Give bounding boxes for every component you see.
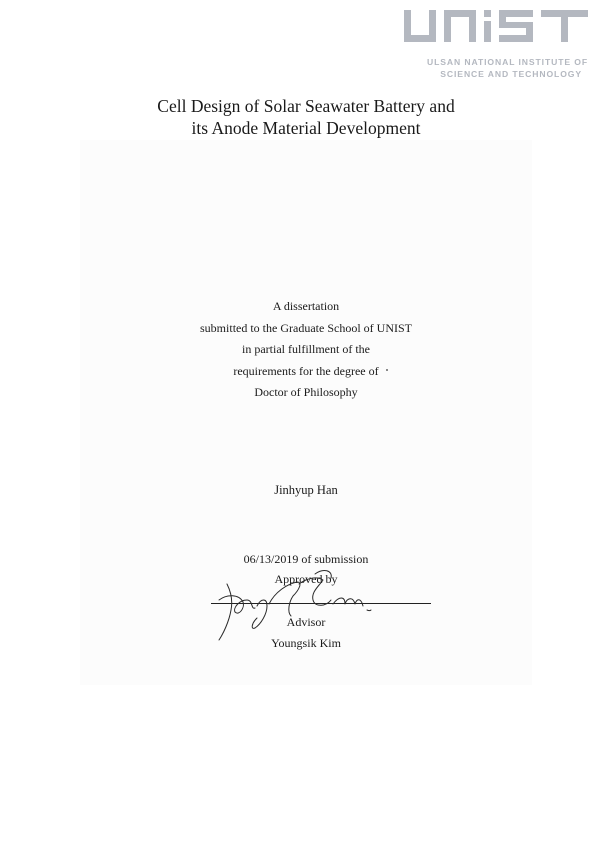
approved-by-label: Approved by bbox=[274, 572, 338, 586]
statement-line-1: A dissertation bbox=[272, 299, 340, 313]
title-line-1: Cell Design of Solar Seawater Battery and bbox=[157, 96, 455, 116]
submission-date: 06/13/2019 of submission bbox=[243, 552, 369, 566]
advisor-signature bbox=[205, 564, 455, 644]
logo-tagline-line1: ULSAN NATIONAL INSTITUTE OF bbox=[427, 57, 588, 67]
statement-line-2: submitted to the Graduate School of UNIST bbox=[200, 320, 412, 335]
statement-line-5: Doctor of Philosophy bbox=[254, 385, 358, 399]
unist-logo bbox=[404, 8, 588, 88]
logo-tagline-line2: SCIENCE AND TECHNOLOGY bbox=[440, 69, 582, 79]
advisor-name: Youngsik Kim bbox=[271, 636, 341, 650]
advisor-label: Advisor bbox=[286, 615, 326, 629]
statement-line-3: in partial fulfillment of the bbox=[242, 342, 370, 356]
statement-line-4: requirements for the degree of bbox=[233, 363, 379, 378]
scan-speck bbox=[386, 369, 388, 371]
dissertation-title bbox=[80, 95, 532, 139]
title-line-2: its Anode Material Development bbox=[191, 118, 421, 138]
dissertation-statement bbox=[80, 296, 532, 404]
author-name: Jinhyup Han bbox=[274, 483, 338, 497]
unist-wordmark-logo bbox=[404, 8, 588, 44]
